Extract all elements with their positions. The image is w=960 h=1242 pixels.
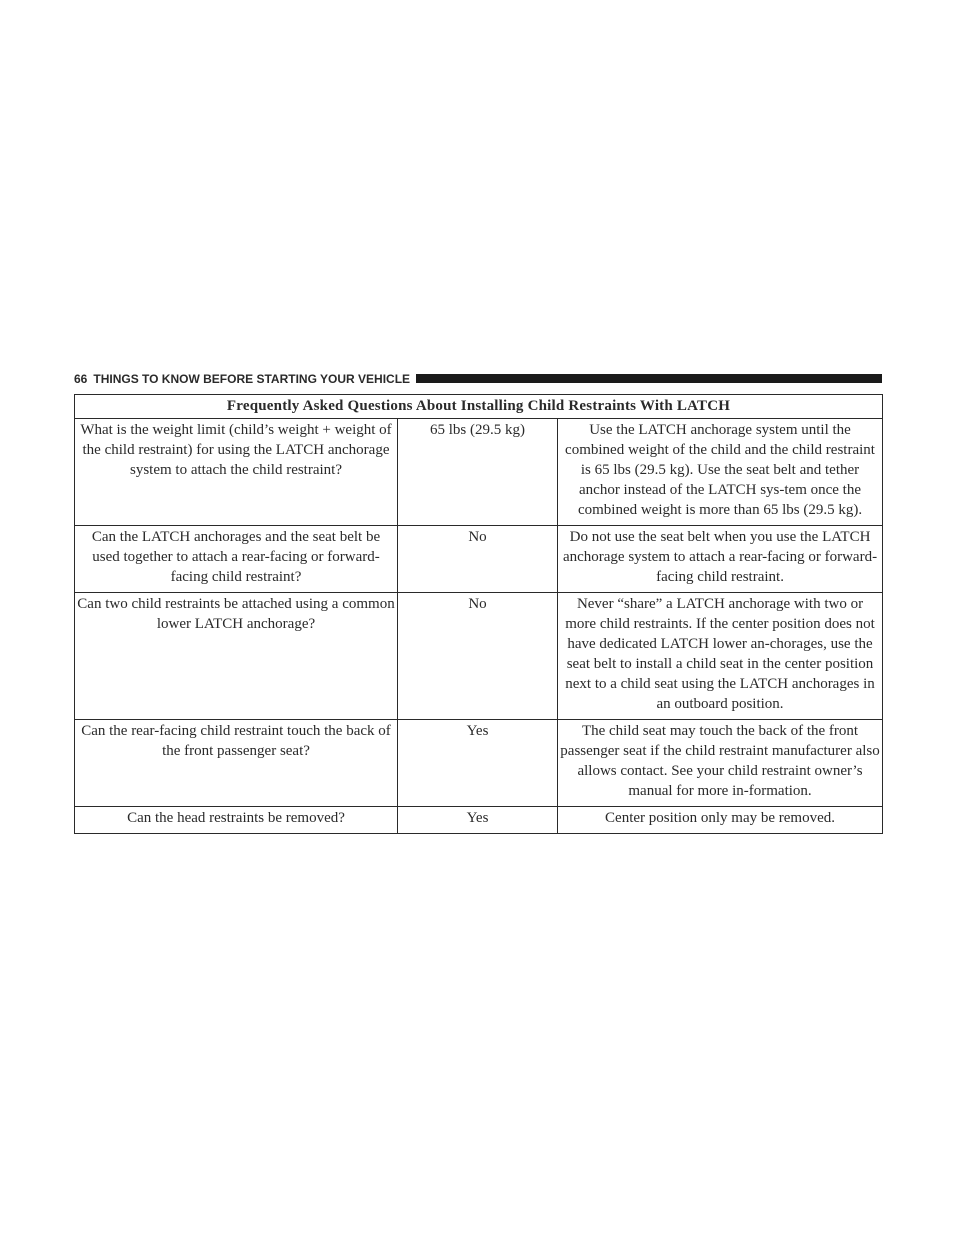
answer-cell: Yes (398, 807, 558, 834)
page-header (74, 370, 882, 387)
detail-cell: The child seat may touch the back of the front passenger seat if the child restraint manufacturer also allows contact. See your child restraint owner’s manual for more in-formation. (558, 720, 883, 807)
detail-cell: Do not use the seat belt when you use the LATCH anchorage system to attach a rear-facing or forward-facing child restraint. (558, 526, 883, 593)
question-cell: What is the weight limit (child’s weight + weight of the child restraint) for using the LATCH anchorage system to attach the child restraint? (75, 419, 398, 526)
answer-cell: 65 lbs (29.5 kg) (398, 419, 558, 526)
question-cell: Can the head restraints be removed? (75, 807, 398, 834)
table-row (75, 526, 883, 593)
table-header-row (75, 395, 883, 419)
detail-cell: Center position only may be removed. (558, 807, 883, 834)
table-row (75, 807, 883, 834)
detail-cell: Use the LATCH anchorage system until the combined weight of the child and the child restraint is 65 lbs (29.5 kg). Use the seat belt and tether anchor instead of the LATCH sys-tem once the combined weight is more than 65 lbs (29.5 kg). (558, 419, 883, 526)
faq-table (74, 394, 883, 834)
question-cell: Can two child restraints be attached using a common lower LATCH anchorage? (75, 593, 398, 720)
answer-cell: No (398, 593, 558, 720)
answer-cell: No (398, 526, 558, 593)
question-cell: Can the LATCH anchorages and the seat belt be used together to attach a rear-facing or forward-facing child restraint? (75, 526, 398, 593)
section-title: THINGS TO KNOW BEFORE STARTING YOUR VEHICLE (93, 371, 411, 386)
detail-cell: Never “share” a LATCH anchorage with two or more child restraints. If the center position does not have dedicated LATCH lower an-chorages, use the seat belt to install a child seat in the center position next to a child seat using the LATCH anchorages in an outboard position. (558, 593, 883, 720)
table-row (75, 593, 883, 720)
table-title: Frequently Asked Questions About Installing Child Restraints With LATCH (75, 395, 883, 419)
answer-cell: Yes (398, 720, 558, 807)
table-row (75, 419, 883, 526)
table-row (75, 720, 883, 807)
question-cell: Can the rear-facing child restraint touch the back of the front passenger seat? (75, 720, 398, 807)
header-rule (416, 374, 882, 383)
page-number: 66 (74, 371, 88, 386)
